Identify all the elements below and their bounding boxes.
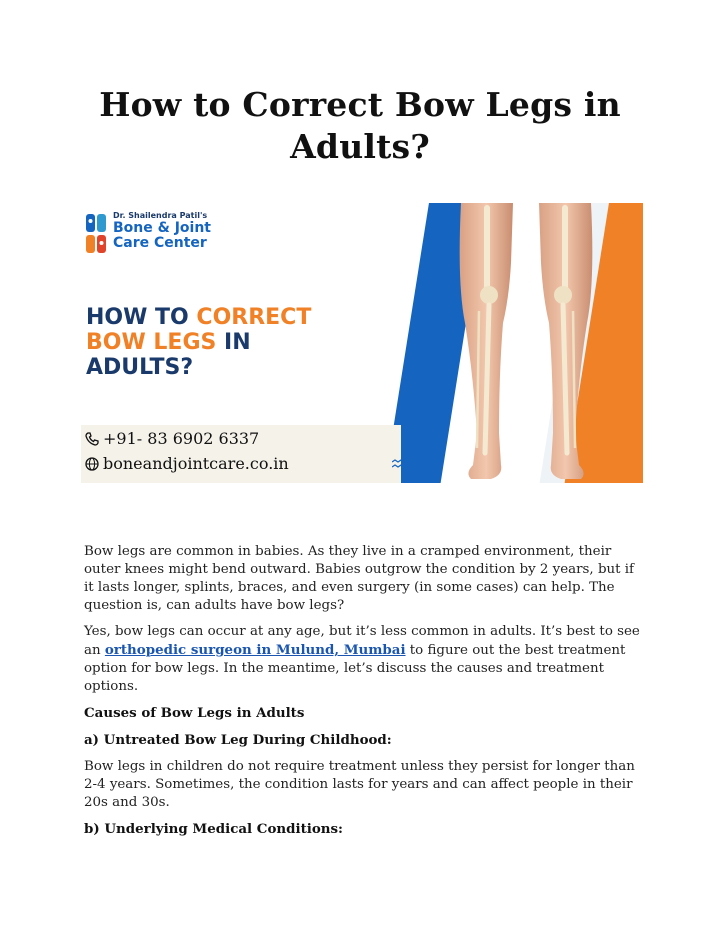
subheading-medical-conditions: b) Underlying Medical Conditions:: [84, 821, 343, 837]
article-body: [84, 543, 644, 847]
contact-strip: [81, 425, 401, 483]
globe-icon: [85, 457, 99, 471]
clinic-logo-text: Dr. Shailendra Patil's Bone & Joint Care Center: [113, 211, 211, 251]
paragraph-untreated: Bow legs in children do not require treatment unless they persist for longer than 2-4 years. Sometimes, the condition lasts for years and can affect people in their 20s and 30s.: [84, 759, 635, 810]
orthopedic-surgeon-link[interactable]: orthopedic surgeon in Mulund, Mumbai: [104, 642, 406, 658]
website-line: [85, 454, 289, 473]
page-title: How to Correct Bow Legs in Adults?: [99, 85, 621, 166]
clinic-logo-icon: [85, 213, 107, 255]
paragraph-intro: Bow legs are common in babies. As they live in a cramped environment, their outer knees might bend outward. Babies outgrow the condition by 2 years, but if it lasts longer, splints, braces, and even surgery (in some cases) can help. The question is, can adults have bow legs?: [84, 544, 635, 613]
legs-illustration: [451, 203, 601, 483]
phone-number: +91- 83 6902 6337: [103, 429, 260, 448]
phone-icon: [85, 432, 99, 446]
paragraph-advice: Yes, bow legs can occur at any age, but it’s less common in adults. It’s best to see an orthopedic surgeon in Mulund, Mumbai to figure out the best treatment option for bow legs. In the meantime, let’s discuss the causes and treatment options.: [84, 624, 640, 694]
wave-decoration-icon: [392, 459, 416, 471]
section-heading-causes: Causes of Bow Legs in Adults: [84, 705, 305, 721]
hero-banner: [81, 203, 643, 483]
subheading-untreated: a) Untreated Bow Leg During Childhood:: [84, 732, 392, 748]
website-url: boneandjointcare.co.in: [103, 454, 289, 473]
phone-line: [85, 429, 259, 448]
banner-heading: HOW TO CORRECT BOW LEGS IN ADULTS?: [86, 305, 312, 380]
